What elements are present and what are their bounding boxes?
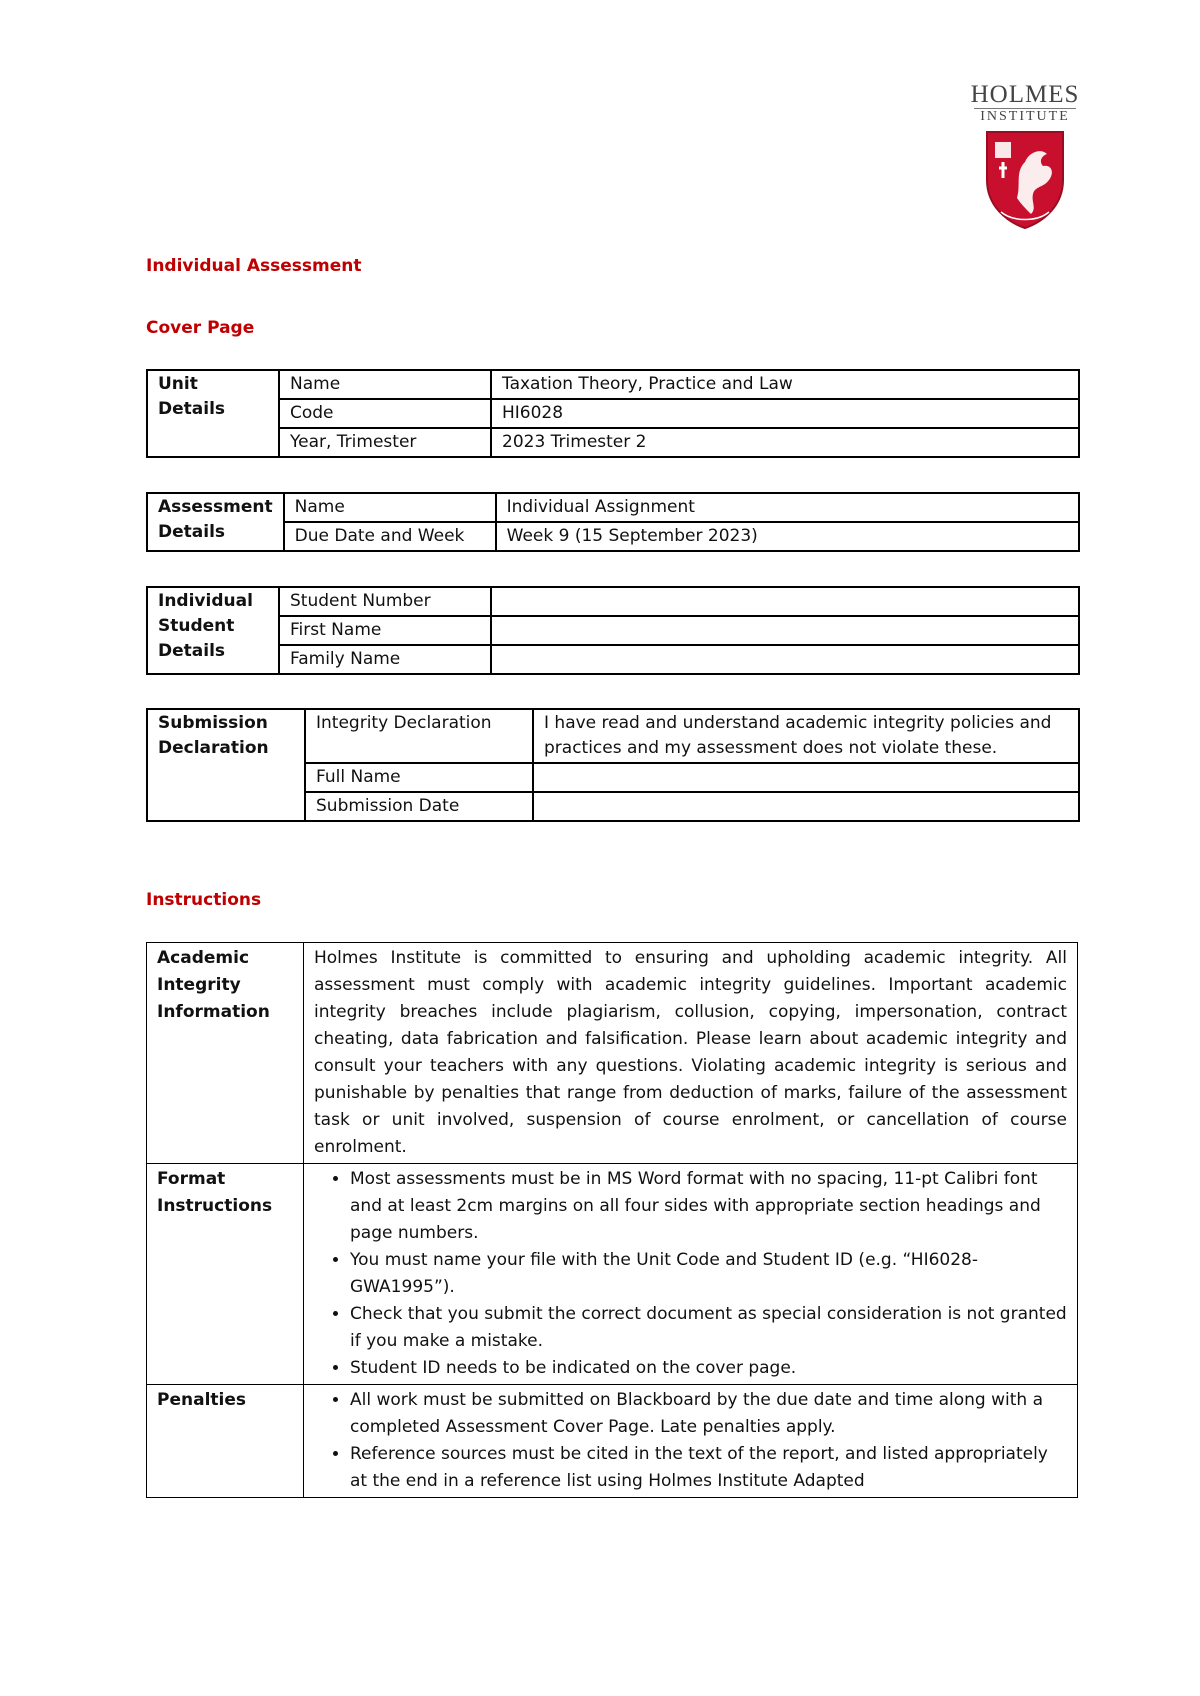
assessment-details-table — [146, 492, 1080, 552]
integrity-declaration-label: Integrity Declaration — [305, 709, 533, 763]
logo-wordmark-line1: HOLMES — [970, 81, 1080, 108]
heading-cover-page: Cover Page — [146, 318, 255, 338]
instructions-table — [146, 942, 1078, 1498]
unit-name-value: Taxation Theory, Practice and Law — [491, 370, 1079, 399]
heading-individual-assessment: Individual Assessment — [146, 256, 362, 276]
family-name-label: Family Name — [279, 645, 491, 674]
academic-integrity-header: Academic Integrity Information — [147, 943, 304, 1164]
list-item: • Student ID needs to be indicated on the cover page. — [350, 1355, 1067, 1382]
penalties-header: Penalties — [147, 1385, 304, 1498]
due-date-label: Due Date and Week — [284, 522, 496, 551]
student-details-header: Individual Student Details — [147, 587, 279, 674]
family-name-field[interactable] — [491, 645, 1079, 674]
first-name-label: First Name — [279, 616, 491, 645]
list-item: • You must name your file with the Unit Code and Student ID (e.g. “HI6028-GWA1995”). — [350, 1247, 1067, 1301]
submission-declaration-table — [146, 708, 1080, 822]
unit-name-label: Name — [279, 370, 491, 399]
assessment-name-label: Name — [284, 493, 496, 522]
academic-integrity-text: Holmes Institute is committed to ensuring and upholding academic integrity. All assessment must comply with academic integrity guidelines. Important academic integrity breaches include plagiarism, collusion, copying, impersonation, contract cheating, data fabrication and falsification. Please learn about academic integrity and consult your teachers with any questions. Violating academic integrity is serious and punishable by penalties that range from deduction of marks, failure of the assessment task or unit involved, suspension of course enrolment, or cancellation of course enrolment. — [304, 943, 1078, 1164]
assessment-name-value: Individual Assignment — [496, 493, 1079, 522]
format-instructions-row — [147, 1164, 1078, 1385]
submission-declaration-header: Submission Declaration — [147, 709, 305, 821]
student-number-field[interactable] — [491, 587, 1079, 616]
heading-instructions: Instructions — [146, 890, 262, 910]
submission-date-label: Submission Date — [305, 792, 533, 821]
full-name-field[interactable] — [533, 763, 1079, 792]
holmes-institute-logo — [960, 82, 1090, 232]
format-instructions-list — [314, 1166, 1067, 1382]
list-item: • All work must be submitted on Blackboard by the due date and time along with a completed Assessment Cover Page. Late penalties apply. — [350, 1387, 1067, 1441]
unit-details-header: Unit Details — [147, 370, 279, 457]
penalties-row — [147, 1385, 1078, 1498]
unit-year-trimester-label: Year, Trimester — [279, 428, 491, 457]
submission-date-field[interactable] — [533, 792, 1079, 821]
penalties-list — [314, 1387, 1067, 1495]
integrity-declaration-text: I have read and understand academic integrity policies and practices and my assessment does not violate these. — [533, 709, 1079, 763]
assessment-details-header: Assessment Details — [147, 493, 284, 551]
student-number-label: Student Number — [279, 587, 491, 616]
unit-code-label: Code — [279, 399, 491, 428]
academic-integrity-row — [147, 943, 1078, 1164]
full-name-label: Full Name — [305, 763, 533, 792]
unit-year-trimester-value: 2023 Trimester 2 — [491, 428, 1079, 457]
unit-code-value: HI6028 — [491, 399, 1079, 428]
list-item: • Check that you submit the correct document as special consideration is not granted if you make a mistake. — [350, 1301, 1067, 1355]
griffin-shield-icon — [981, 128, 1069, 230]
list-item: • Reference sources must be cited in the text of the report, and listed appropriately at the end in a reference list using Holmes Institute Adapted — [350, 1441, 1067, 1495]
logo-wordmark-line2: INSTITUTE — [974, 108, 1076, 124]
format-instructions-header: Format Instructions — [147, 1164, 304, 1385]
due-date-value: Week 9 (15 September 2023) — [496, 522, 1079, 551]
unit-details-table — [146, 369, 1080, 458]
student-details-table — [146, 586, 1080, 675]
first-name-field[interactable] — [491, 616, 1079, 645]
list-item: • Most assessments must be in MS Word format with no spacing, 11-pt Calibri font and at least 2cm margins on all four sides with appropriate section headings and page numbers. — [350, 1166, 1067, 1247]
